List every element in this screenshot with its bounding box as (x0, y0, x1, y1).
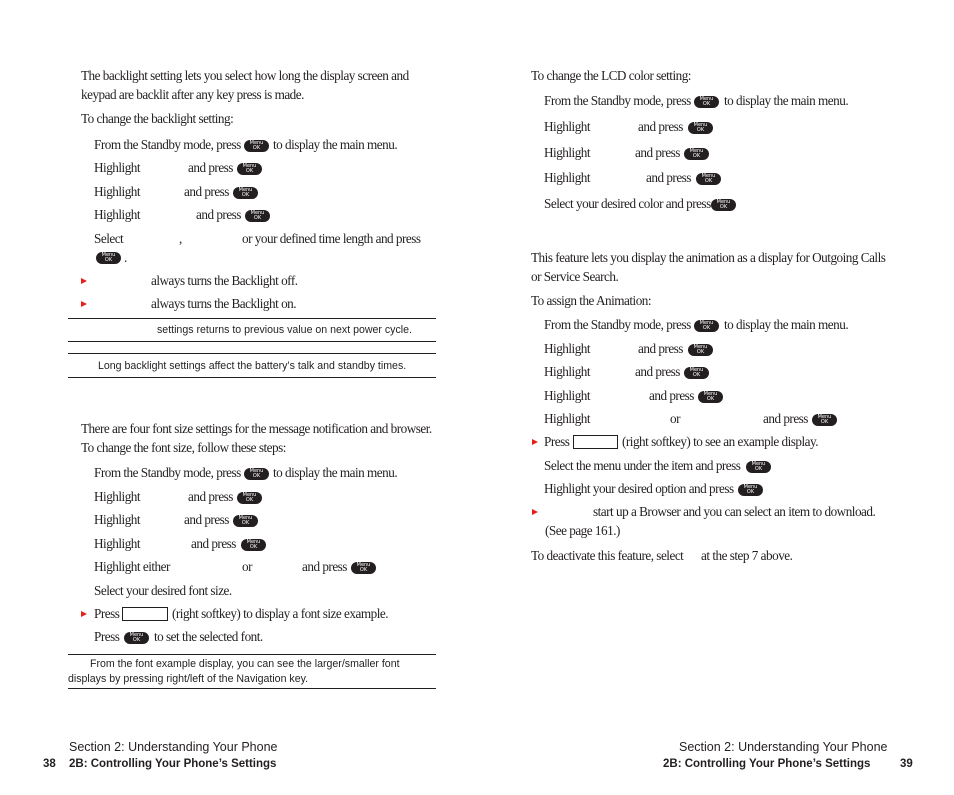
font-step5-or: or (242, 559, 252, 574)
backlight-to-change: To change the backlight setting: (81, 111, 234, 126)
anim-step4-and-press: and press (649, 388, 694, 403)
menu-ok-key-icon: Menu OK (96, 252, 121, 264)
font-step6-select: Select your desired font size. (94, 583, 232, 598)
menu-ok-key-icon: Menu OK (738, 484, 763, 496)
menu-ok-key-icon: Menu OK (684, 367, 709, 379)
menu-ok-key-icon: Menu OK (694, 96, 719, 108)
period: . (124, 250, 127, 265)
anim-step2-and-press: and press (638, 341, 683, 356)
font-step7-softkey-text: (right softkey) to display a font size example. (172, 606, 389, 621)
menu-ok-key-icon: Menu OK (812, 414, 837, 426)
bullet-arrow-icon (532, 439, 538, 445)
backlight-step2-highlight: Highlight (94, 160, 141, 175)
anim-step4-highlight: Highlight (544, 388, 591, 403)
menu-ok-key-icon: Menu OK (233, 187, 258, 199)
anim-step1-a: From the Standby mode, press (544, 317, 691, 332)
font-step2-and-press: and press (188, 489, 233, 504)
anim-step6-softkey-text: (right softkey) to see an example display. (622, 434, 819, 449)
lcd-step4-highlight: Highlight (544, 170, 591, 185)
backlight-step5-defined: or your defined time length and press (242, 231, 421, 246)
note-power-cycle: settings returns to previous value on next power cycle. (157, 324, 412, 336)
footer-chapter-left: 2B: Controlling Your Phone’s Settings (69, 758, 277, 770)
anim-step3-highlight: Highlight (544, 364, 591, 379)
font-step4-and-press: and press (191, 536, 236, 551)
backlight-step5-comma: , (179, 231, 182, 246)
font-step1-a: From the Standby mode, press (94, 465, 241, 480)
lcd-step4-and-press: and press (646, 170, 691, 185)
menu-ok-key-icon: Menu OK (684, 148, 709, 160)
anim-intro-line1: This feature lets you display the animation as a display for Outgoing Calls (531, 250, 886, 265)
anim-step8-highlight-option: Highlight your desired option and press (544, 481, 734, 496)
menu-ok-key-icon: Menu OK (746, 461, 771, 473)
note-font-example-line1: From the font example display, you can see the larger/smaller font (90, 658, 400, 670)
backlight-bullet-on: always turns the Backlight on. (151, 296, 297, 311)
anim-browser-line1: start up a Browser and you can select an item to download. (593, 504, 876, 519)
note-rule (68, 318, 436, 319)
anim-step5-or: or (670, 411, 680, 426)
menu-ok-key-icon: Menu OK (711, 199, 736, 211)
footer-section-right: Section 2: Understanding Your Phone (679, 740, 888, 754)
menu-ok-key-icon: Menu OK (688, 122, 713, 134)
font-step8-press: Press (94, 629, 120, 644)
menu-ok-key-icon: Menu OK (237, 163, 262, 175)
menu-ok-key-icon: Menu OK (245, 210, 270, 222)
lcd-step3-highlight: Highlight (544, 145, 591, 160)
note-rule (68, 353, 436, 354)
menu-ok-key-icon: Menu OK (696, 173, 721, 185)
anim-browser-line2: (See page 161.) (545, 523, 620, 538)
anim-intro-line2: or Service Search. (531, 269, 619, 284)
note-battery: Long backlight settings affect the battery’s talk and standby times. (98, 360, 407, 372)
bullet-arrow-icon (81, 278, 87, 284)
lcd-intro: To change the LCD color setting: (531, 68, 691, 83)
font-step4-highlight: Highlight (94, 536, 141, 551)
menu-ok-key-icon: Menu OK (244, 140, 269, 152)
bullet-arrow-icon (532, 509, 538, 515)
menu-ok-key-icon: Menu OK (351, 562, 376, 574)
anim-step5-and-press: and press (763, 411, 808, 426)
backlight-bullet-off: always turns the Backlight off. (151, 273, 298, 288)
footer-section-left: Section 2: Understanding Your Phone (69, 740, 278, 754)
font-step1-b: to display the main menu. (273, 465, 398, 480)
anim-step3-and-press: and press (635, 364, 680, 379)
anim-deactivate-b: at the step 7 above. (701, 548, 793, 563)
menu-ok-key-icon: Menu OK (233, 515, 258, 527)
anim-step2-highlight: Highlight (544, 341, 591, 356)
font-intro-line2: To change the font size, follow these steps: (81, 440, 286, 455)
backlight-step4-highlight: Highlight (94, 207, 141, 222)
lcd-step2-highlight: Highlight (544, 119, 591, 134)
footer-chapter-right: 2B: Controlling Your Phone’s Settings (663, 758, 871, 770)
lcd-step2-and-press: and press (638, 119, 683, 134)
backlight-step2-and-press: and press (188, 160, 233, 175)
anim-deactivate-a: To deactivate this feature, select (531, 548, 684, 563)
note-font-example-line2: displays by pressing right/left of the Navigation key. (68, 673, 309, 685)
backlight-step5-select: Select (94, 231, 124, 246)
backlight-step1-a: From the Standby mode, press (94, 137, 241, 152)
note-rule (68, 688, 436, 689)
anim-step7-select-menu: Select the menu under the item and press (544, 458, 741, 473)
note-rule (68, 341, 436, 342)
anim-step6-press: Press (544, 434, 570, 449)
menu-ok-key-icon: Menu OK (124, 632, 149, 644)
menu-ok-key-icon: Menu OK (688, 344, 713, 356)
backlight-step1-b: to display the main menu. (273, 137, 398, 152)
lcd-step1-b: to display the main menu. (724, 93, 849, 108)
font-step3-highlight: Highlight (94, 512, 141, 527)
font-step2-highlight: Highlight (94, 489, 141, 504)
footer-page-number-right: 39 (900, 758, 913, 770)
backlight-intro-line2: keypad are backlit after any key press is made. (81, 87, 304, 102)
anim-assign: To assign the Animation: (531, 293, 652, 308)
right-softkey-box (573, 435, 618, 449)
font-intro-line1: There are four font size settings for the message notification and browser. (81, 421, 432, 436)
font-step8-set-font: to set the selected font. (154, 629, 263, 644)
lcd-step3-and-press: and press (635, 145, 680, 160)
menu-ok-key-icon: Menu OK (241, 539, 266, 551)
right-softkey-box (122, 607, 168, 621)
menu-ok-key-icon: Menu OK (694, 320, 719, 332)
anim-step5-highlight: Highlight (544, 411, 591, 426)
font-step5-and-press: and press (302, 559, 347, 574)
anim-step1-b: to display the main menu. (724, 317, 849, 332)
menu-ok-key-icon: Menu OK (237, 492, 262, 504)
bullet-arrow-icon (81, 301, 87, 307)
backlight-intro-line1: The backlight setting lets you select how long the display screen and (81, 68, 409, 83)
backlight-step3-and-press: and press (184, 184, 229, 199)
backlight-step4-and-press: and press (196, 207, 241, 222)
menu-ok-key-icon: Menu OK (698, 391, 723, 403)
footer-page-number-left: 38 (43, 758, 56, 770)
bullet-arrow-icon (81, 611, 87, 617)
backlight-step3-highlight: Highlight (94, 184, 141, 199)
lcd-step1-a: From the Standby mode, press (544, 93, 691, 108)
font-step3-and-press: and press (184, 512, 229, 527)
lcd-step5-select-color: Select your desired color and press (544, 196, 711, 211)
note-rule (68, 654, 436, 655)
font-step5-highlight-either: Highlight either (94, 559, 170, 574)
menu-ok-key-icon: Menu OK (244, 468, 269, 480)
note-rule (68, 377, 436, 378)
font-step7-press: Press (94, 606, 120, 621)
